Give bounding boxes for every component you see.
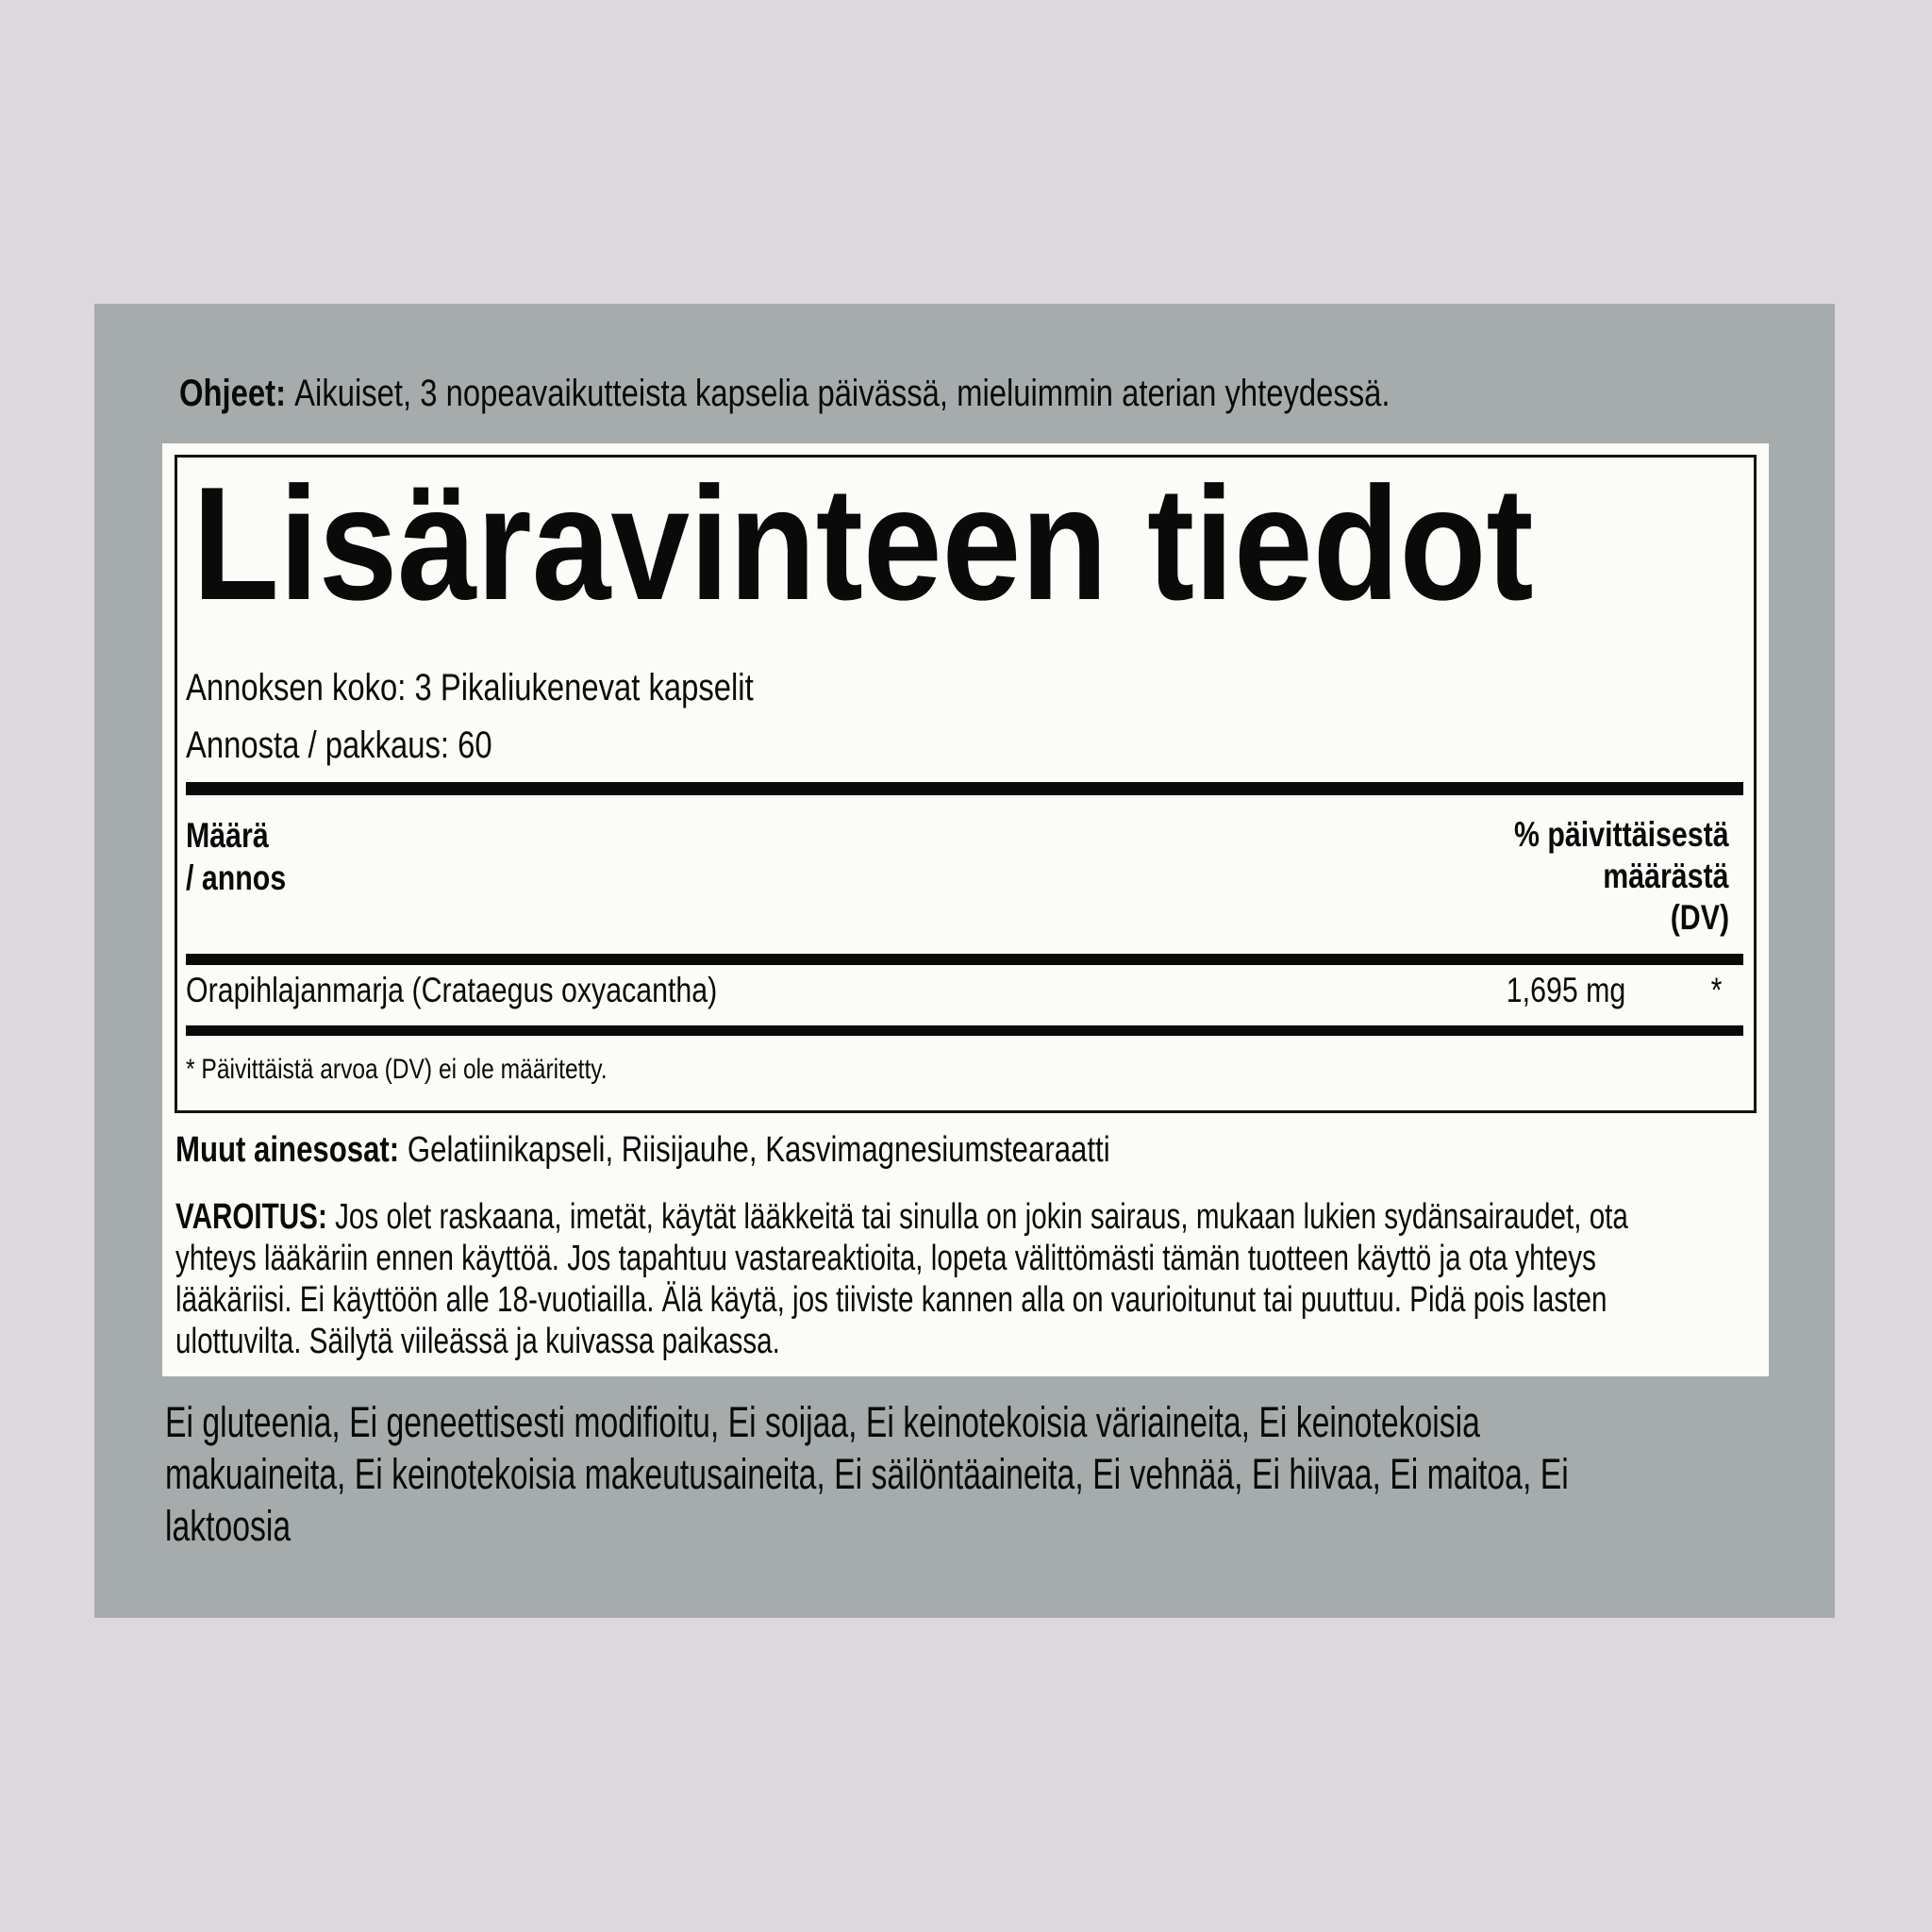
directions-label: Ohjeet:	[179, 373, 286, 414]
directions-text: Aikuiset, 3 nopeavaikutteista kapselia päivässä, mieluimmin aterian yhteydessä.	[294, 373, 1391, 414]
ingredient-name: Orapihlajanmarja (Crataegus oxyacantha)	[186, 971, 718, 1009]
other-ingredients-text: Gelatiinikapseli, Riisijauhe, Kasvimagnesiumstearaatti	[407, 1130, 1110, 1170]
rule-bottom	[186, 1025, 1743, 1036]
claims-line-1: Ei gluteenia, Ei geneettisesti modifioitu, Ei soijaa, Ei keinotekoisia väriaineita, Ei keinotekoisia	[165, 1398, 1480, 1446]
amount-header-line1: Määrä	[186, 816, 269, 855]
warning-label: VAROITUS:	[175, 1197, 327, 1237]
ingredient-amount: 1,695 mg	[1506, 971, 1625, 1009]
warning-line-3: lääkäriisi. Ei käyttöön alle 18-vuotiailla. Älä käytä, jos tiiviste kannen alla on vaurioitunut tai puuttuu. Pidä pois lasten	[175, 1280, 1607, 1320]
other-ingredients-line	[175, 1132, 1315, 1168]
serving-size: Annoksen koko: 3 Pikaliukenevat kapselit	[186, 667, 754, 708]
directions-line	[179, 375, 1656, 412]
dv-header-line3: (DV)	[1670, 898, 1729, 937]
dv-header-line1: % päivittäisestä	[1514, 815, 1729, 854]
dv-header-line2: määrästä	[1603, 857, 1729, 895]
rule-mid	[186, 954, 1743, 965]
rule-top	[186, 782, 1743, 795]
facts-title: Lisäravinteen tiedot	[192, 454, 1534, 634]
claims-line-3: laktoosia	[165, 1502, 291, 1550]
other-ingredients-label: Muut ainesosat:	[175, 1130, 400, 1170]
warning-line-1: VAROITUS: Jos olet raskaana, imetät, käytät lääkkeitä tai sinulla on jokin sairaus, mukaan lukien sydänsairaudet, ota	[175, 1197, 1628, 1237]
amount-header-line2: / annos	[186, 858, 287, 897]
warning-line-2: yhteys lääkäriin ennen käyttöä. Jos tapahtuu vastareaktioita, lopeta välittömästi tämän tuotteen käyttö ja ota yhteys	[175, 1239, 1596, 1278]
claims-line-2: makuaineita, Ei keinotekoisia makeutusaineita, Ei säilöntäaineita, Ei vehnää, Ei hiivaa, Ei maitoa, Ei	[165, 1450, 1569, 1498]
dv-footnote: * Päivittäistä arvoa (DV) ei ole määritetty.	[186, 1054, 608, 1085]
ingredient-dv-asterisk: *	[1710, 971, 1722, 1009]
warning-line-4: ulottuvilta. Säilytä viileässä ja kuivassa paikassa.	[175, 1322, 780, 1361]
servings-per-container: Annosta / pakkaus: 60	[186, 724, 492, 766]
